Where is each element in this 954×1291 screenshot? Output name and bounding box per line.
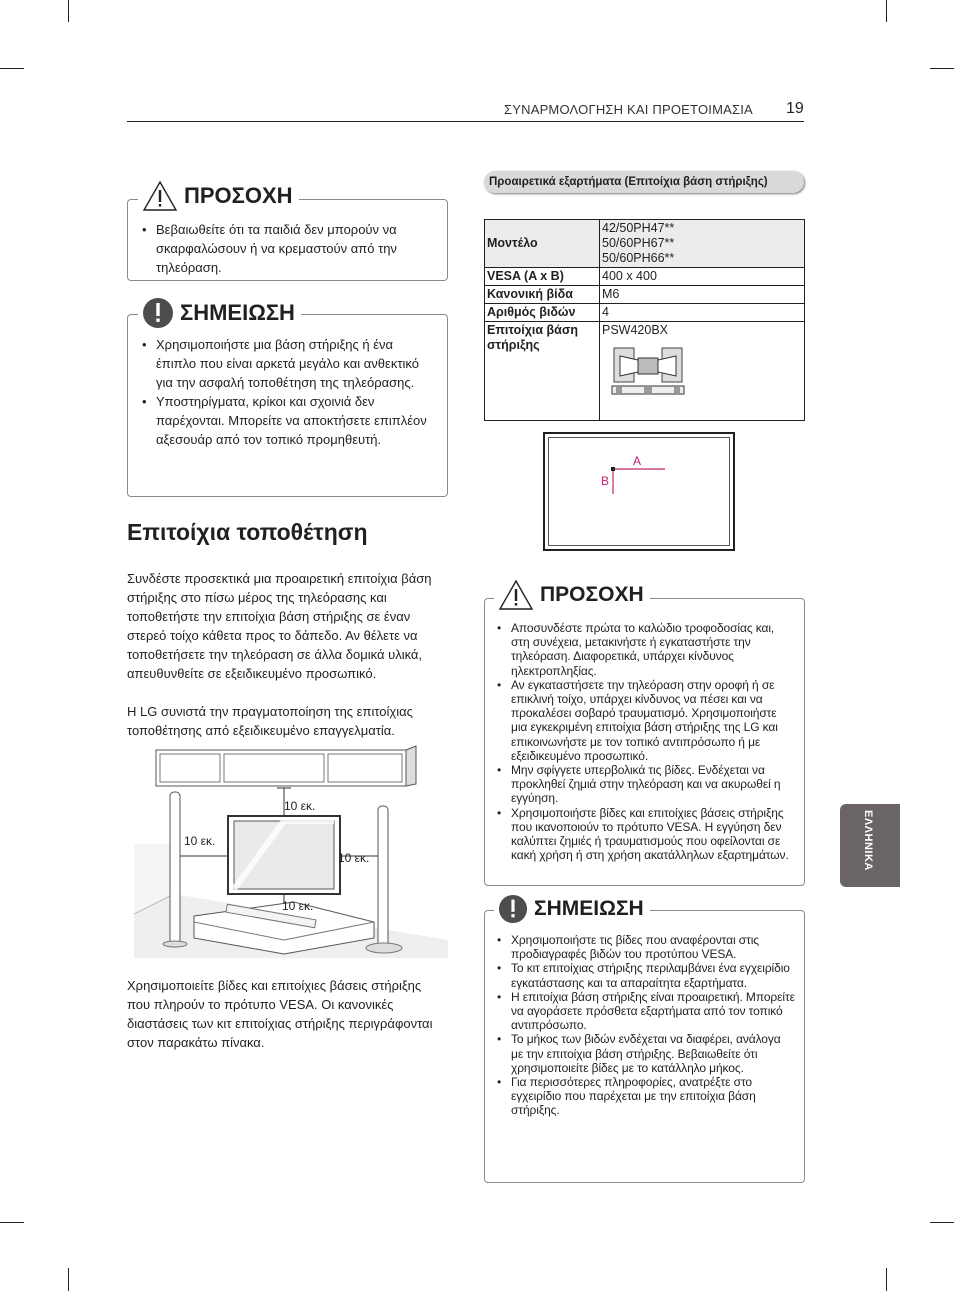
crop-mark [930,68,954,69]
list-item: • Χρησιμοποιήστε μια βάση στήριξης ή ένα έπιπλο που είναι αρκετά μεγάλο και ανθεκτικό για την ασφαλή τοποθέτηση της τηλεόρασης. [140,335,436,392]
exclamation-circle-icon [142,297,174,329]
paragraph: Συνδέστε προσεκτικά μια προαιρετική επιτοίχια βάση στήριξης στο πίσω μέρος της τηλεόρασης και τοποθετήστε την επιτοίχια βάση στήριξης σε έναν στερεό τοίχο κάθετα προς το δάπεδο. Αν θέλετε να τοποθετήσετε την τηλεόραση σε άλλα δομικά υλικά, απευθυνθείτε σε εξειδικευμένο προσωπικό. [127,571,432,681]
crop-mark [68,0,69,22]
dimension-b-label: B [601,474,610,488]
table-key: Επιτοίχια βάση στήριξης [485,322,600,421]
vesa-diagram [543,432,735,551]
note-box-left [127,314,448,497]
list-item: • Μην σφίγγετε υπερβολικά τις βίδες. Ενδέχεται να προκληθεί ζημιά στην τηλεόραση και να ακυρωθεί η εγγύηση. [495,763,795,806]
list-item: • Για περισσότερες πληροφορίες, ανατρέξτε στο εγχειρίδιο που παρέχεται με την επιτοίχια βάση στήριξης. [495,1075,795,1118]
paragraph: Χρησιμοποιείτε βίδες και επιτοίχιες βάσεις στήριξης που πληρούν το πρότυπο VESA. Οι κανονικές διαστάσεις των κιτ επιτοίχιας στήριξης περιγράφονται στον παρακάτω πίνακα. [127,978,433,1050]
warning-triangle-icon [142,180,178,212]
section-title: Επιτοίχια τοποθέτηση [127,519,368,545]
caution-list [495,621,795,862]
list-item: • Το μήκος των βιδών ενδέχεται να διαφέρει, ανάλογα με την επιτοίχια βάση στήριξης. Βεβαιωθείτε ότι χρησιμοποιείτε βίδες με το κατάλληλο μήκος. [495,1032,795,1075]
language-side-tab: ΕΛΛΗΝΙΚΑ [840,804,900,887]
accessories-pill: Προαιρετικά εξαρτήματα (Επιτοίχια βάση στήριξης) [484,171,804,193]
crop-mark [886,1268,887,1291]
caution-box-right [484,598,805,886]
table-value: PSW420BX [600,322,805,421]
crop-mark [0,1222,24,1223]
crop-mark [886,0,887,22]
note-box-right [484,910,805,1183]
wall-mount-clearance-illustration [134,744,448,958]
list-item: • Η επιτοίχια βάση στήριξης είναι προαιρετική. Μπορείτε να αγοράσετε πρόσθετα εξαρτήματα από τον τοπικό αντιπρόσωπο. [495,990,795,1033]
crop-mark [0,68,24,69]
crop-mark [930,1222,954,1223]
table-key: Αριθμός βιδών [485,304,600,322]
list-item: • Αποσυνδέστε πρώτα το καλώδιο τροφοδοσίας και, στη συνέχεια, μετακινήστε ή εγκαταστήστε την τηλεόραση. Διαφορετικά, υπάρχει κίνδυνος ηλεκτροπληξίας. [495,621,795,678]
wall-bracket-image [610,342,686,402]
table-row [485,286,805,304]
warning-triangle-icon [498,579,534,611]
wall-mount-spec-table [484,219,805,421]
crop-mark [68,1268,69,1291]
clearance-label-right: 10 εκ. [338,851,370,865]
caution-heading-right: ΠΡΟΣΟΧΗ [494,575,650,615]
table-row [485,268,805,286]
table-key: VESA (A x B) [485,268,600,286]
table-key: Κανονική βίδα [485,286,600,304]
page-number: 19 [786,100,804,117]
table-value: M6 [600,286,805,304]
caution-heading-left: ΠΡΟΣΟΧΗ [138,176,299,216]
dimension-a-label: A [633,454,642,468]
note-list [140,335,436,449]
table-key: Μοντέλο [485,220,600,268]
table-value: 4 [600,304,805,322]
running-header: ΣΥΝΑΡΜΟΛΟΓΗΣΗ ΚΑΙ ΠΡΟΕΤΟΙΜΑΣΙΑ [504,102,753,117]
list-item: • Βεβαιωθείτε ότι τα παιδιά δεν μπορούν να σκαρφαλώσουν ή να κρεμαστούν από την τηλεόραση. [140,220,436,277]
table-value: 400 x 400 [600,268,805,286]
note-list [495,933,795,1118]
paragraph: Η LG συνιστά την πραγματοποίηση της επιτοίχιας τοποθέτησης από εξειδικευμένο επαγγελματία. [127,704,413,738]
table-row [485,304,805,322]
header-rule [127,121,804,122]
note-heading-left: ΣΗΜΕΙΩΣΗ [138,295,301,331]
list-item: • Χρησιμοποιήστε βίδες και επιτοίχιες βάσεις στήριξης που ικανοποιούν το πρότυπο VESA. Η εγγύηση δεν καλύπτει ζημιές ή τραυματισμούς που οφείλονται σε κακή χρήση ή στη χρήση ακατάλληλων εξαρτημάτων. [495,806,795,863]
clearance-label-bottom: 10 εκ. [282,899,314,913]
table-row [485,220,805,268]
note-heading-right: ΣΗΜΕΙΩΣΗ [494,892,650,926]
list-item: • Υποστηρίγματα, κρίκοι και σχοινιά δεν παρέχονται. Μπορείτε να αποκτήσετε επιπλέον αξεσουάρ από τον τοπικό προμηθευτή. [140,392,436,449]
table-row [485,322,805,421]
clearance-label-top: 10 εκ. [284,799,316,813]
list-item: • Το κιτ επιτοίχιας στήριξης περιλαμβάνει ένα εγχειρίδιο εγκατάστασης και τα απαραίτητα εξαρτήματα. [495,961,795,989]
table-value: 42/50PH47** 50/60PH67** 50/60PH66** [600,220,805,268]
clearance-label-left: 10 εκ. [184,834,216,848]
list-item: • Χρησιμοποιήστε τις βίδες που αναφέρονται στις προδιαγραφές βιδών του προτύπου VESA. [495,933,795,961]
list-item: • Αν εγκαταστήσετε την τηλεόραση στην οροφή ή σε επικλινή τοίχο, υπάρχει κίνδυνος να πέσει και να προκαλέσει σοβαρό τραυματισμό. Χρησιμοποιήστε μια εγκεκριμένη επιτοίχια βάση στήριξης της LG και επικοινωνήστε με τον τοπικό αντιπρόσωπο ή με εξειδικευμένο προσωπικό. [495,678,795,763]
caution-list [140,220,436,277]
exclamation-circle-icon [498,894,528,924]
